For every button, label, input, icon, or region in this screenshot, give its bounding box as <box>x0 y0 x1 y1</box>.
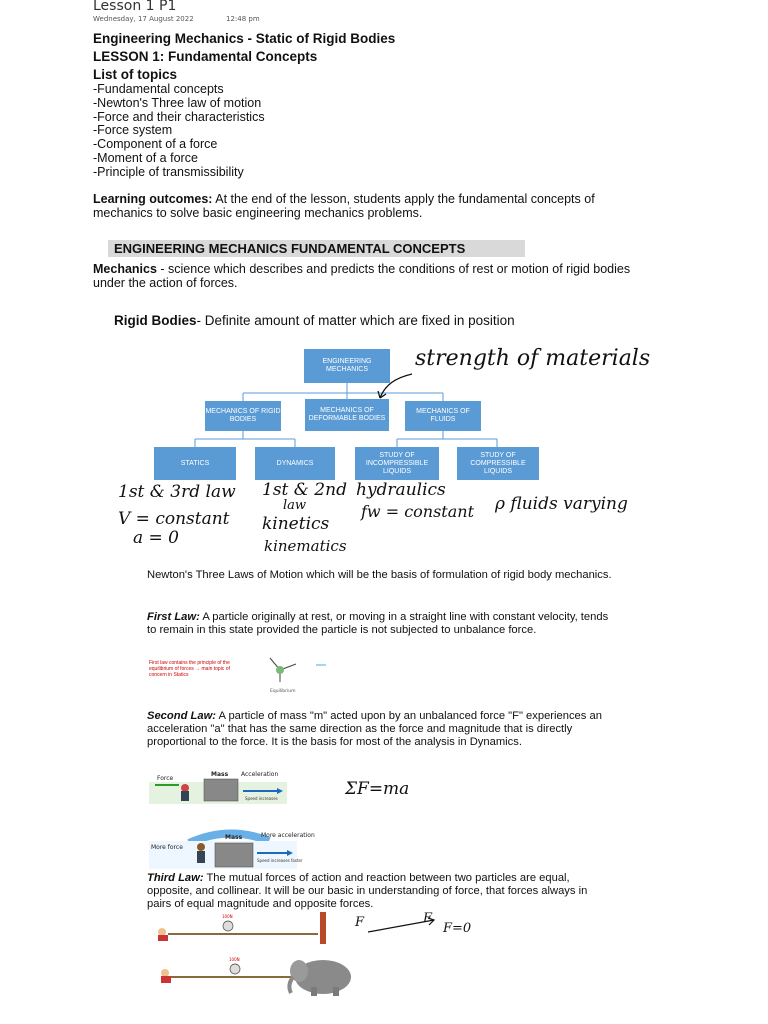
box-rigid-bodies: MECHANICS OF RIGID BODIES <box>205 401 281 431</box>
rigid-label: Rigid Bodies <box>114 313 197 328</box>
fig1-force-label: Force <box>157 775 174 782</box>
topic-item: -Principle of transmissibility <box>93 164 244 179</box>
particle-icon <box>276 666 284 674</box>
fig2-mass-label: Mass <box>225 834 243 841</box>
hw-dyn-2: law <box>283 498 307 513</box>
third-law <box>147 872 607 911</box>
first-law-note: First law contains the principle of the equilibrium of forces → main topic of concern in Statics <box>149 660 230 678</box>
fig1-mass-label: Mass <box>211 771 229 778</box>
mechanics-text: - science which describes and predicts the conditions of rest or motion of rigid bodies under the action of forces. <box>93 262 631 290</box>
hw-fluids-varying: ρ fluids varying <box>495 494 628 514</box>
second-law <box>147 710 607 749</box>
rigid-text: - Definite amount of matter which are fixed in position <box>196 313 515 328</box>
hw-third-arrow <box>360 914 440 938</box>
fig1-accel-label: Acceleration <box>241 771 279 778</box>
hw-third-3: F=0 <box>443 921 472 936</box>
main-heading: Engineering Mechanics - Static of Rigid Bodies <box>93 31 396 46</box>
mechanics-label: Mechanics <box>93 262 157 276</box>
topic-item: -Fundamental concepts <box>93 82 224 96</box>
wall-icon <box>320 912 326 944</box>
topic-item: -Force system <box>93 123 173 138</box>
first-law-label: First Law: <box>147 611 200 623</box>
page-date: Wednesday, 17 August 2022 <box>93 15 194 23</box>
box-engineering-mechanics: ENGINEERING MECHANICS <box>304 349 390 383</box>
tug-label-2: 100N <box>229 957 240 962</box>
hw-dyn-3: kinetics <box>262 514 330 534</box>
fig2-accel-label: More acceleration <box>261 832 315 839</box>
hw-strength: strength of materials <box>415 346 651 371</box>
fig1-speed-label: Speed increases <box>245 796 278 801</box>
third-law-text: The mutual forces of action and reaction between two particles are equal, opposite, and collinear. It will be our basic in understanding of force, that forces always in pairs of equal magnitude and opposite forces. <box>147 872 588 910</box>
box-fluids: MECHANICS OF FLUIDS <box>405 401 481 431</box>
second-law-text: A particle of mass "m" acted upon by an unbalanced force "F" experiences an acceleration "a" that has the same direction as the force and magnitude that is directly proportional to the force. It is the basis for most of the analysis in Dynamics. <box>147 710 602 748</box>
topics-heading: List of topics <box>93 67 177 82</box>
tug-wall-figure <box>150 912 340 944</box>
cart-icon <box>204 779 238 801</box>
topic-item: -Moment of a force <box>93 150 198 165</box>
hw-dyn-1: 1st & 2nd <box>262 480 347 500</box>
equilibrium-label: Equilibrium <box>270 689 296 694</box>
outcomes-text: At the end of the lesson, students apply the fundamental concepts of mechanics to solve basic engineering mechanics problems. <box>93 192 595 220</box>
hw-hydraulics: hydraulics <box>356 480 446 500</box>
hw-statics-2: V = constant <box>118 509 230 529</box>
hw-third-1: F <box>355 915 365 930</box>
page-title: Lesson 1 P1 <box>93 0 177 14</box>
outcomes-label: Learning outcomes: <box>93 192 213 206</box>
force-cart-figure <box>149 766 289 806</box>
topic-item: -Newton's Three law of motion <box>93 95 262 110</box>
tug-label: 100N <box>222 914 233 919</box>
topic-item: -Component of a force <box>93 137 218 152</box>
hw-dyn-4: kinematics <box>264 537 347 555</box>
box-deformable-bodies: MECHANICS OF DEFORMABLE BODIES <box>305 399 389 431</box>
box-compressible: STUDY OF COMPRESSIBLE LIQUIDS <box>457 447 539 480</box>
spring-scale-icon <box>223 921 233 931</box>
box-incompressible: STUDY OF INCOMPRESSIBLE LIQUIDS <box>355 447 439 480</box>
third-law-label: Third Law: <box>147 872 204 884</box>
cart-icon <box>215 843 253 867</box>
hw-third-2: F <box>423 911 433 926</box>
first-law-text: A particle originally at rest, or moving in a straight line with constant velocity, tends to remain in this state provided the particle is not subjected to unbalance force. <box>147 611 609 636</box>
newton-intro: Newton's Three Laws of Motion which will be the basis of formulation of rigid body mechanics. <box>147 569 612 581</box>
hw-fw-constant: fw = constant <box>361 502 475 521</box>
hw-statics-1: 1st & 3rd law <box>118 482 236 502</box>
box-statics: STATICS <box>154 447 236 480</box>
fig2-force-label: More force <box>151 844 183 851</box>
section-title: ENGINEERING MECHANICS FUNDAMENTAL CONCEPTS <box>114 241 466 256</box>
topic-item: -Force and their characteristics <box>93 109 265 124</box>
box-dynamics: DYNAMICS <box>255 447 335 480</box>
first-law <box>147 611 617 637</box>
hw-sum-f-ma: ΣF=ma <box>345 779 410 799</box>
lesson-heading: LESSON 1: Fundamental Concepts <box>93 49 318 64</box>
hw-statics-3: a = 0 <box>133 528 180 548</box>
fig2-speed-label: Speed increases faster <box>257 858 303 863</box>
spring-scale-icon <box>230 964 240 974</box>
second-law-label: Second Law: <box>147 710 216 722</box>
tug-elephant-figure <box>153 955 363 997</box>
page-time: 12:48 pm <box>226 15 260 23</box>
more-force-cart-figure <box>149 825 315 871</box>
equilibrium-figure <box>258 650 338 695</box>
